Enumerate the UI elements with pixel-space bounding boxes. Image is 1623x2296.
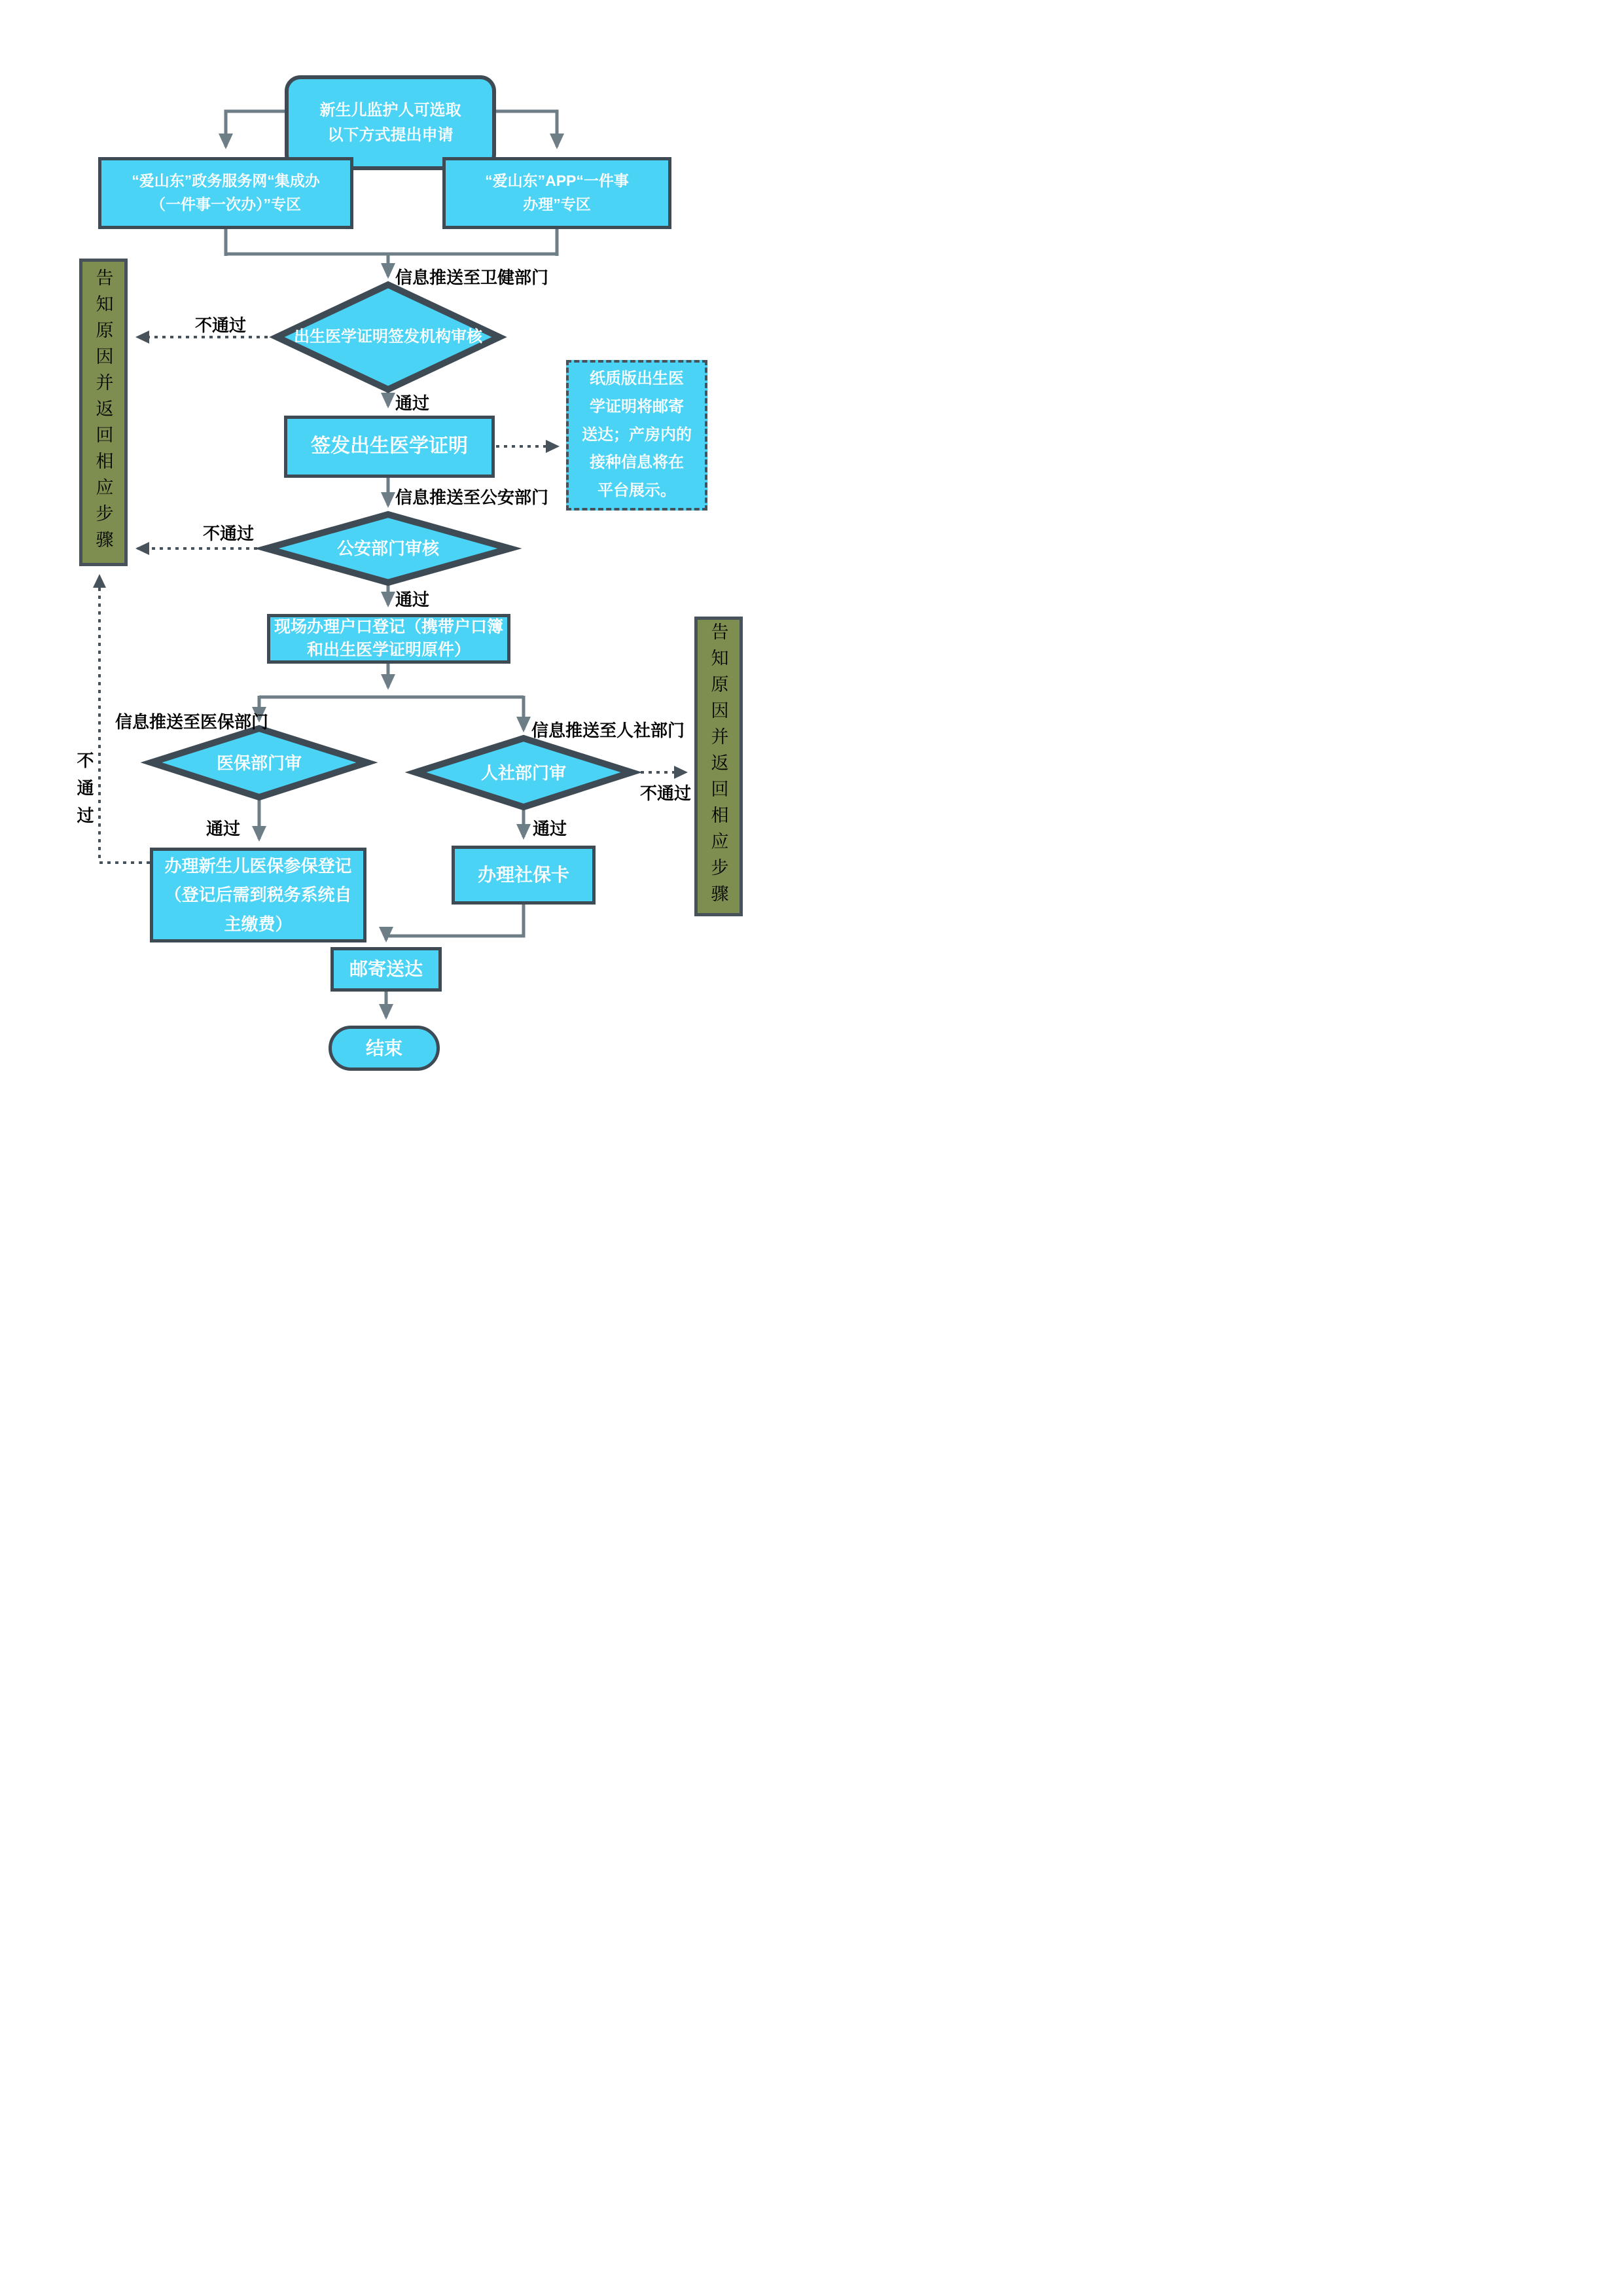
channel-web-node <box>98 157 353 229</box>
label-pass-2: 通过 <box>395 590 430 609</box>
note-line4: 接种信息将在 <box>590 454 684 472</box>
label-push-medical: 信息推送至医保部门 <box>115 713 269 732</box>
label-push-police: 信息推送至公安部门 <box>395 488 549 507</box>
label-pass-3: 通过 <box>206 819 241 838</box>
note-line1: 纸质版出生医 <box>590 370 684 388</box>
hukou-line2: 和出生医学证明原件） <box>306 641 471 659</box>
flowchart-newborn-registration <box>0 0 812 1148</box>
hukou-line1: 现场办理户口登记（携带户口簿 <box>274 618 503 636</box>
label-pass-1: 通过 <box>395 394 430 413</box>
label-fail-return-vertical: 不通过 <box>75 751 94 834</box>
mail-delivery-node <box>330 947 442 992</box>
issue-cert-node <box>284 416 495 478</box>
end-label: 结束 <box>365 1037 402 1058</box>
paper-cert-note <box>566 360 707 511</box>
start-node-line2: 以下方式提出申请 <box>327 126 454 144</box>
medical-insurance-register-node <box>150 848 366 942</box>
channel-app-node <box>442 157 671 229</box>
decision-police-label: 公安部门审核 <box>336 539 439 558</box>
decision-social-label: 人社部门审 <box>480 763 566 783</box>
decision-birth-cert-label: 出生医学证明签发机构审核 <box>294 328 482 346</box>
issue-cert-label: 签发出生医学证明 <box>311 435 468 457</box>
social-security-card-node <box>452 846 596 905</box>
label-fail-4: 不通过 <box>640 784 692 803</box>
channel-app-line1: “爱山东”APP“一件事 <box>485 172 629 190</box>
mail-label: 邮寄送达 <box>349 959 423 980</box>
note-line2: 学证明将邮寄 <box>590 397 684 416</box>
channel-web-line2: （一件事一次办）”专区 <box>151 196 301 213</box>
end-node <box>329 1026 440 1071</box>
notify-return-right-node: 告知原因并返回相应步骤 <box>694 617 743 916</box>
note-line5: 平台展示。 <box>597 482 676 500</box>
start-node <box>285 75 496 170</box>
yibao-line1: 办理新生儿医保参保登记 <box>164 856 352 876</box>
yibao-line3: 主缴费） <box>224 914 293 934</box>
channel-app-line2: 办理”专区 <box>523 196 591 213</box>
shebao-label: 办理社保卡 <box>477 865 569 886</box>
decision-medical-label: 医保部门审 <box>216 753 302 773</box>
label-pass-4: 通过 <box>533 819 567 838</box>
label-push-health: 信息推送至卫健部门 <box>395 268 549 287</box>
label-fail-1: 不通过 <box>195 316 247 335</box>
note-line3: 送达；产房内的 <box>582 425 692 444</box>
label-push-social: 信息推送至人社部门 <box>531 721 685 740</box>
label-fail-2: 不通过 <box>203 524 255 543</box>
yibao-line2: （登记后需到税务系统自 <box>164 885 352 905</box>
notify-return-left-node: 告知原因并返回相应步骤 <box>79 259 128 566</box>
start-node-line1: 新生儿监护人可选取 <box>319 101 461 120</box>
channel-web-line1: “爱山东”政务服务网“集成办 <box>132 172 320 190</box>
hukou-registration-node <box>267 614 510 664</box>
